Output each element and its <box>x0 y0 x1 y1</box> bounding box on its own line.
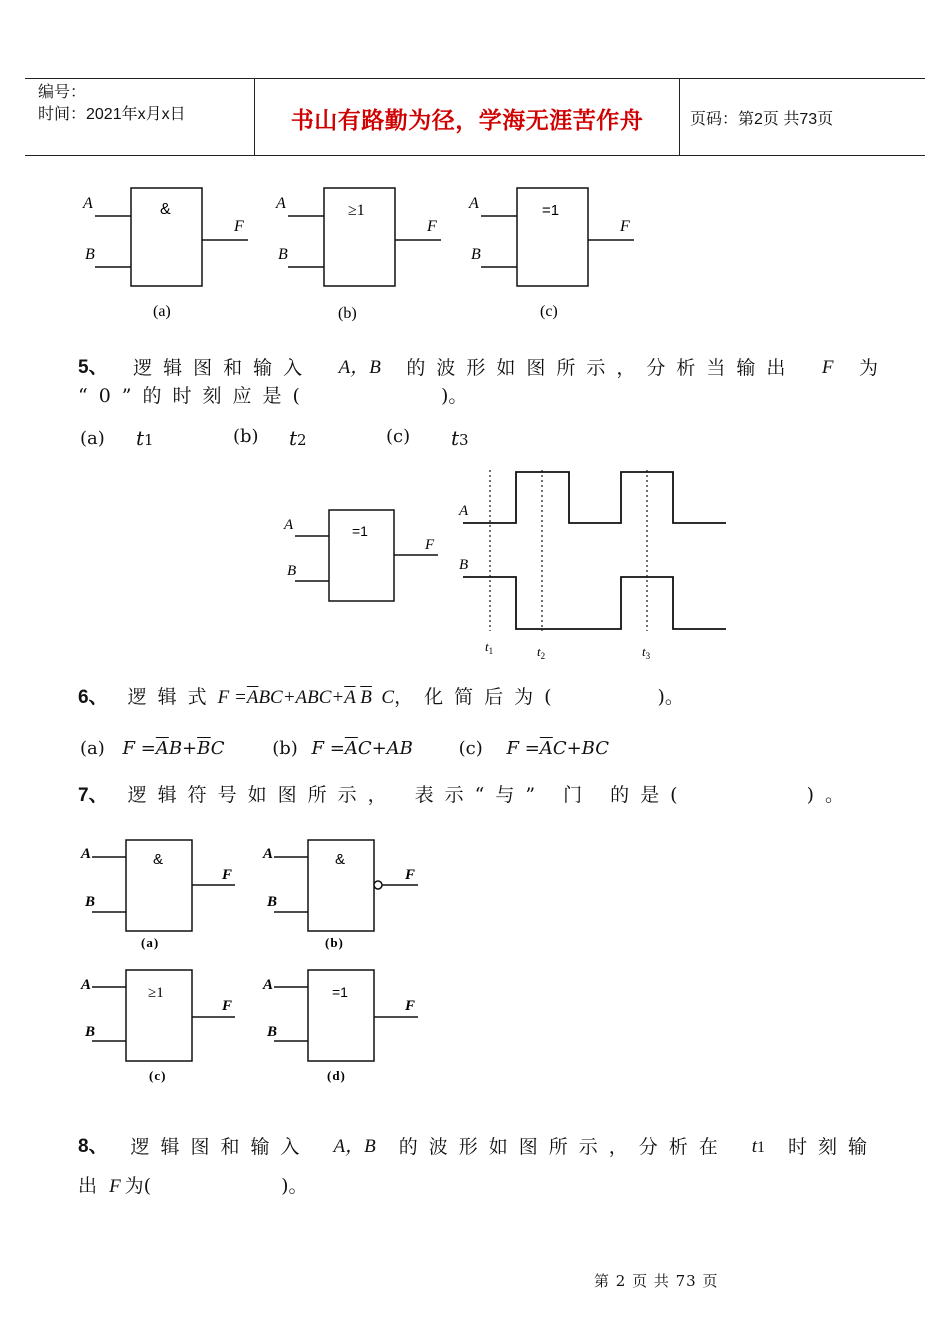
q7-gate-d-caption: (d) <box>327 1068 346 1083</box>
q7-gate-a-in-b: B <box>85 894 96 910</box>
q6-option-b-label: (b) <box>272 738 298 759</box>
q6-option-a-label: (a) <box>80 738 105 759</box>
header-page-info: 页码：第2页 共73页 <box>690 111 834 128</box>
q5-line1c: 为 <box>858 357 878 379</box>
q5-vars: A，B <box>338 357 381 378</box>
q6-end: )。 <box>657 686 684 708</box>
q7-gate-b-symbol: & <box>335 851 346 868</box>
q5-figure <box>280 465 740 665</box>
gate-top-c-in-a: A <box>469 195 479 212</box>
q5-gate-out: F <box>425 537 435 553</box>
q7-end: )。 <box>806 784 856 806</box>
q8-line1: 逻辑图和输入 <box>130 1136 311 1158</box>
header-time-label: 时间：2021年x月x日 <box>38 106 186 123</box>
q5-option-a: (a) <box>80 428 105 449</box>
q7-gate-d-in-b: B <box>267 1024 278 1040</box>
q5-gate-in-b: B <box>287 563 297 579</box>
q7-question: 逻辑符号如图所示， 表示“与” 门 的是( <box>127 784 689 806</box>
q7-gate-a-caption: (a) <box>141 935 160 950</box>
gates-top-figure <box>70 170 670 330</box>
q7-gate-c <box>80 970 235 1083</box>
q7-gate-b-caption: (b) <box>325 935 344 950</box>
waveform-a-label: A <box>459 503 469 519</box>
q5-option-c: (c) <box>386 426 411 447</box>
q7-gate-d-out: F <box>405 998 416 1014</box>
gate-top-a-symbol: & <box>160 201 171 218</box>
q5-gate-symbol: =1 <box>352 523 368 539</box>
q5-out: F <box>821 357 834 378</box>
q8-text <box>78 1129 878 1205</box>
q6-suffix: ，化简后为( <box>394 686 563 708</box>
gate-top-b <box>275 188 441 322</box>
marker-t2-label: $t_2$ <box>537 644 546 661</box>
gate-top-a <box>82 188 248 320</box>
gate-top-a-in-b: B <box>85 246 95 263</box>
q7-gate-c-symbol: ≥1 <box>148 985 164 1001</box>
q7-gate-a-symbol: & <box>153 851 164 868</box>
header-divider-left <box>254 78 255 155</box>
q5-option-a-value: t1 <box>136 426 154 450</box>
q8-line2b: 为( <box>124 1175 152 1197</box>
gate-top-b-out: F <box>427 218 437 235</box>
q5-gate-in-a: A <box>284 517 294 533</box>
gate-top-c-in-b: B <box>471 246 481 263</box>
page-footer: 第 2 页 共 73 页 <box>594 1272 719 1290</box>
gate-top-a-out: F <box>234 218 244 235</box>
gate-top-c-out: F <box>620 218 630 235</box>
waveform-b-label: B <box>459 557 469 573</box>
marker-t1-label: $t_1$ <box>485 639 494 656</box>
gate-top-b-caption: (b) <box>338 305 357 322</box>
q7-gate-c-in-b: B <box>85 1024 96 1040</box>
q5-option-c-value: t3 <box>451 426 469 450</box>
q8-vars: A，B <box>333 1136 376 1157</box>
header-left <box>38 82 186 126</box>
q7-gate-c-in-a: A <box>81 977 92 993</box>
q7-gate-b-in-a: A <box>263 846 274 862</box>
q5-gate <box>283 510 438 601</box>
q5-waveforms <box>458 470 726 661</box>
header-bottom-rule <box>25 155 925 156</box>
q7-gate-a <box>80 840 235 950</box>
q7-gate-a-in-a: A <box>81 846 92 862</box>
q5-number: 5、 <box>78 357 108 378</box>
q6-option-c-value: $F =\overline{A}C+BC$ <box>506 738 610 759</box>
q5-line1: 逻辑图和输入 <box>133 357 314 379</box>
q7-gate-c-caption: (c) <box>149 1068 167 1083</box>
q8-line2: 出 <box>78 1175 98 1197</box>
header-divider-right <box>679 78 680 155</box>
header-number-label: 编号： <box>38 84 87 101</box>
q6-text <box>78 679 898 716</box>
q5-option-b-value: t2 <box>289 426 307 450</box>
waveform-b <box>463 577 726 629</box>
q7-gate-a-out: F <box>222 867 233 883</box>
q7-number: 7、 <box>78 785 108 806</box>
gate-top-c-caption: (c) <box>540 303 558 320</box>
q8-out: F <box>109 1176 121 1197</box>
q5-line2-end: )。 <box>440 385 468 407</box>
gate-top-a-in-a: A <box>83 195 93 212</box>
gate-top-b-symbol: ≥1 <box>348 202 365 219</box>
q8-line2-end: )。 <box>281 1175 308 1197</box>
q8-line1c: 时刻输 <box>787 1136 878 1158</box>
q5-text <box>78 350 878 414</box>
q7-gate-b-in-b: B <box>267 894 278 910</box>
q7-text <box>78 777 898 814</box>
q6-number: 6、 <box>78 687 108 708</box>
q6-option-c-label: (c) <box>458 738 483 759</box>
gate-top-c <box>468 188 634 320</box>
q8-line1b: 的波形如图所示，分析在 <box>398 1136 729 1158</box>
gate-top-a-caption: (a) <box>153 303 171 320</box>
q5-line2: “0”的时刻应是( <box>78 385 311 407</box>
inversion-bubble-icon <box>374 881 382 889</box>
q8-t1: t1 <box>751 1136 765 1157</box>
q7-gate-d-in-a: A <box>263 977 274 993</box>
q6-prefix: 逻辑式 <box>127 686 218 708</box>
q5-line1b: 的波形如图所示，分析当输出 <box>406 357 797 379</box>
q7-gate-b <box>262 840 418 950</box>
q7-gate-d <box>262 970 418 1083</box>
q7-figure <box>75 830 435 1083</box>
waveform-a <box>463 472 726 523</box>
q6-option-b-value: $F =\overline{A}C+AB$ <box>311 738 413 759</box>
q7-gate-c-out: F <box>222 998 233 1014</box>
q6-options <box>80 738 609 759</box>
marker-t3-label: $t_3$ <box>642 644 651 661</box>
q8-number: 8、 <box>78 1136 108 1157</box>
q7-gate-d-symbol: =1 <box>332 984 348 1000</box>
q7-gate-b-out: F <box>405 867 416 883</box>
gate-top-c-symbol: =1 <box>542 202 560 219</box>
gate-top-b-in-a: A <box>276 195 286 212</box>
gate-top-b-in-b: B <box>278 246 288 263</box>
header-motto: 书山有路勤为径，学海无涯苦作舟 <box>290 107 644 133</box>
q5-option-b: (b) <box>233 426 259 447</box>
header-top-rule <box>25 78 925 79</box>
q6-expression: $F =\overline{A}BC+ABC+\overline{A}$ $\overline{B}$ C <box>217 687 395 708</box>
q6-option-a-value: $F =\overline{A}B+\overline{B}C$ <box>122 738 225 759</box>
